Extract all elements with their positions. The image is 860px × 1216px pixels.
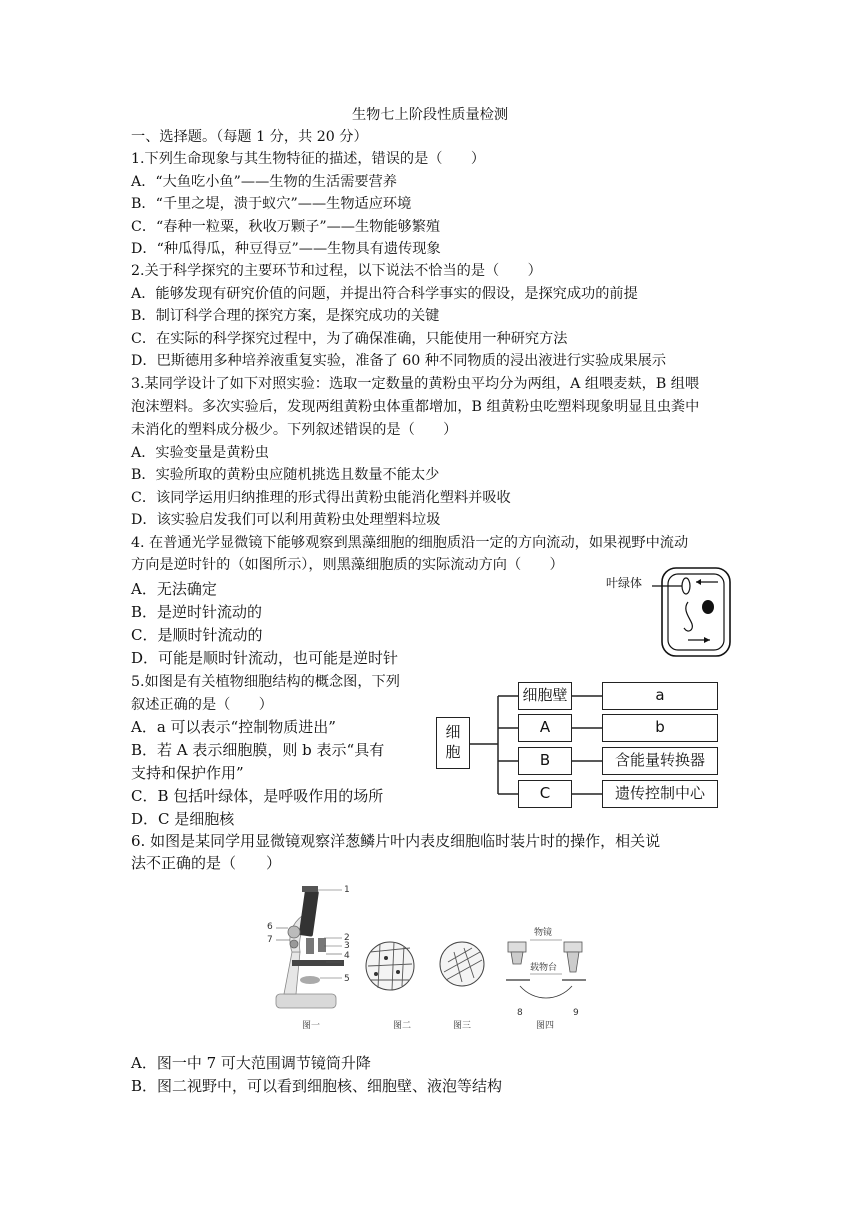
cell-flow-figure xyxy=(604,566,736,662)
q1-option-a: A．“大鱼吃小鱼”——生物的生活需要营养 xyxy=(131,174,397,190)
q4-option-b: B．是逆时针流动的 xyxy=(131,603,263,621)
q6-option-b: B．图二视野中，可以看到细胞核、细胞壁、液泡等结构 xyxy=(131,1077,503,1095)
q4-option-c: C．是顺时针流动的 xyxy=(131,626,263,644)
q5-option-d: D．C 是细胞核 xyxy=(131,810,235,828)
q2-option-b: B．制订科学合理的探究方案，是探究成功的关键 xyxy=(131,308,440,324)
microscope-figure xyxy=(262,882,602,1032)
figure-caption-4: 图四 xyxy=(536,1021,555,1031)
fig-number-4: 4 xyxy=(344,951,350,961)
fig-number-7: 7 xyxy=(267,935,273,945)
fig-number-5: 5 xyxy=(344,974,350,984)
slide-view xyxy=(440,942,484,986)
fig-number-1: 1 xyxy=(344,885,350,895)
q3-stem-line-1: 3.某同学设计了如下对照实验：选取一定数量的黄粉虫平均分为两组，A 组喂麦麸，B 组喂 xyxy=(131,376,700,392)
fig-number-2: 2 xyxy=(344,933,350,943)
fig-number-9: 9 xyxy=(573,1008,579,1018)
q5-option-a: A．a 可以表示“控制物质进出” xyxy=(131,718,336,736)
q4-option-d: D．可能是顺时针流动，也可能是逆时针 xyxy=(131,649,399,667)
q1-option-d: D．“种瓜得瓜，种豆得豆”——生物具有遗传现象 xyxy=(131,241,441,257)
diagram-box-energy-converter: 含能量转换器 xyxy=(602,747,718,775)
q5-option-c: C．B 包括叶绿体，是呼吸作用的场所 xyxy=(131,787,384,805)
q4-option-a: A．无法确定 xyxy=(131,580,217,598)
q1-option-b: B．“千里之堤，溃于蚁穴”——生物适应环境 xyxy=(131,196,412,212)
onion-cells-view xyxy=(366,942,414,990)
diagram-box-small-b: b xyxy=(602,714,718,742)
q6-stem-line-2: 法不正确的是（ ） xyxy=(131,854,282,872)
fig-number-8: 8 xyxy=(517,1008,523,1018)
diagram-box-b: B xyxy=(518,747,572,775)
microscope-icon xyxy=(276,886,344,1008)
q6-stem-line-1: 6. 如图是某同学用显微镜观察洋葱鳞片叶内表皮细胞临时装片时的操作，相关说 xyxy=(131,832,661,850)
diagram-box-a: A xyxy=(518,714,572,742)
q3-option-a: A．实验变量是黄粉虫 xyxy=(131,445,269,461)
diagram-box-cell-wall: 细胞壁 xyxy=(518,682,572,710)
diagram-box-c: C xyxy=(518,780,572,808)
q1-stem: 1.下列生命现象与其生物特征的描述，错误的是（ ） xyxy=(131,151,486,167)
figure-caption-2: 图二 xyxy=(393,1021,412,1031)
q4-stem-line-1: 4. 在普通光学显微镜下能够观察到黑藻细胞的细胞质沿一定的方向流动，如果视野中流动 xyxy=(131,535,689,551)
fig-number-3: 3 xyxy=(344,941,350,951)
q5-option-b-continued: 支持和保护作用” xyxy=(131,764,244,782)
q3-option-d: D．该实验启发我们可以利用黄粉虫处理塑料垃圾 xyxy=(131,512,441,528)
q2-stem: 2.关于科学探究的主要环节和过程，以下说法不恰当的是（ ） xyxy=(131,263,542,279)
chloroplast-label: 叶绿体 xyxy=(606,576,643,590)
q3-stem-line-2: 泡沫塑料。多次实验后，发现两组黄粉虫体重都增加，B 组黄粉虫吃塑料现象明显且虫粪中 xyxy=(131,399,700,415)
q5-stem-line-2: 叙述正确的是（ ） xyxy=(131,697,273,713)
q6-option-a: A．图一中 7 可大范围调节镜筒升降 xyxy=(131,1054,371,1072)
page-title: 生物七上阶段性质量检测 xyxy=(351,107,509,123)
figure-caption-1: 图一 xyxy=(302,1021,321,1031)
stage-label: 载物台 xyxy=(530,963,558,973)
q2-option-c: C．在实际的科学探究过程中，为了确保准确，只能使用一种研究方法 xyxy=(131,331,568,347)
diagram-root-bottom: 胞 xyxy=(445,743,461,761)
q2-option-d: D．巴斯德用多种培养液重复实验，准备了 60 种不同物质的浸出液进行实验成果展示 xyxy=(131,353,667,369)
diagram-box-genetic-control-center: 遗传控制中心 xyxy=(602,780,718,808)
q3-option-c: C．该同学运用归纳推理的形式得出黄粉虫能消化塑料并吸收 xyxy=(131,490,511,506)
q5-stem-line-1: 5.如图是有关植物细胞结构的概念图，下列 xyxy=(131,674,400,690)
fig-number-6: 6 xyxy=(267,922,273,932)
diagram-root-top: 细 xyxy=(445,723,461,741)
q3-stem-line-3: 未消化的塑料成分极少。下列叙述错误的是（ ） xyxy=(131,422,458,438)
diagram-root-cell xyxy=(436,717,470,769)
q3-option-b: B．实验所取的黄粉虫应随机挑选且数量不能太少 xyxy=(131,467,440,483)
q4-stem-line-2: 方向是逆时针的（如图所示），则黑藻细胞质的实际流动方向（ ） xyxy=(131,557,564,573)
q2-option-a: A．能够发现有研究价值的问题，并提出符合科学事实的假设，是探究成功的前提 xyxy=(131,286,638,302)
figure-caption-3: 图三 xyxy=(453,1021,472,1031)
q5-option-b: B．若 A 表示细胞膜，则 b 表示“具有 xyxy=(131,741,385,759)
objective-label: 物镜 xyxy=(534,928,553,938)
q1-option-c: C．“春种一粒粟，秋收万颗子”——生物能够繁殖 xyxy=(131,219,441,235)
diagram-box-small-a: a xyxy=(602,682,718,710)
section-heading: 一、选择题。（每题 1 分，共 20 分） xyxy=(131,129,368,145)
